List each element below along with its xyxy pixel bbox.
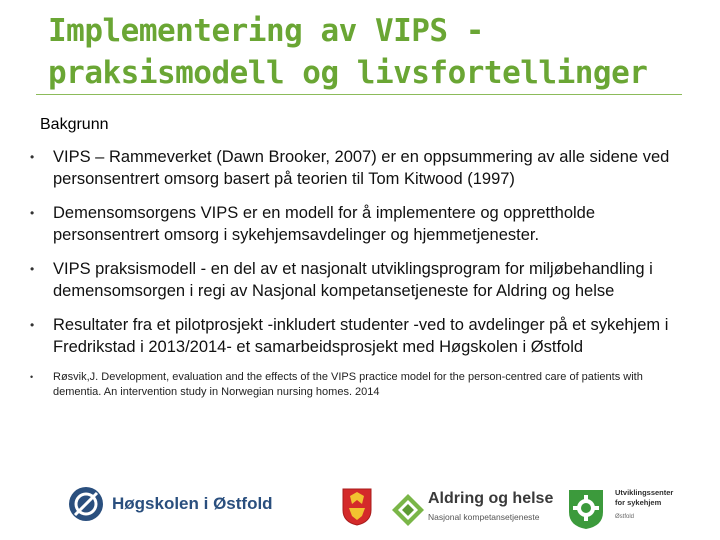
coat-of-arms bbox=[342, 488, 372, 526]
bullet-marker: • bbox=[30, 372, 34, 382]
utviklingssenter-line-2: for sykehjem bbox=[615, 498, 662, 507]
bullet-text: VIPS – Rammeverket (Dawn Brooker, 2007) er en oppsummering av alle sidene ved personsentrert omsorg basert på teorien til Tom Kitwood (1997) bbox=[53, 148, 670, 188]
logo-strip bbox=[0, 478, 720, 540]
bullet-text: Resultater fra et pilotprosjekt -inkludert studenter -ved to avdelinger på et sykehjem i Fredrikstad i 2013/2014- et samarbeidsprosjekt med Høgskolen i Østfold bbox=[53, 316, 669, 356]
aldring-og-helse-title: Aldring og helse bbox=[428, 490, 554, 507]
utviklingssenter-line-1: Utviklingssenter bbox=[615, 488, 674, 497]
bullet-text: Demensomsorgens VIPS er en modell for å implementere og opprettholde personsentrert omsorg i sykehjemsavdelinger og hjemmetjenester. bbox=[53, 204, 596, 244]
slide-title bbox=[48, 10, 698, 94]
bullet-marker: • bbox=[30, 318, 35, 332]
bullet-marker: • bbox=[30, 206, 35, 220]
slide-title-line-2: praksismodell og livsfortellinger bbox=[48, 55, 648, 91]
slide-title-line-1: Implementering av VIPS - bbox=[48, 13, 484, 49]
hiof-logo-text: Høgskolen i Østfold bbox=[112, 494, 273, 513]
reference-text: Røsvik,J. Development, evaluation and the effects of the VIPS practice model for the person-centred care of patients with dementia. An intervention study in Norwegian nursing homes. 2014 bbox=[53, 371, 643, 398]
bullet-item bbox=[30, 258, 670, 302]
utviklingssenter-line-3: Østfold bbox=[615, 514, 635, 520]
bullet-item bbox=[30, 314, 670, 358]
section-heading: Bakgrunn bbox=[40, 116, 109, 133]
coat-of-arms-icon bbox=[342, 488, 372, 526]
bullet-item bbox=[30, 146, 670, 190]
reference-item bbox=[30, 370, 670, 400]
aldring-og-helse-logo-icon bbox=[390, 492, 426, 528]
utviklingssenter-logo-icon bbox=[565, 486, 607, 530]
aldring-og-helse-subtitle: Nasjonal kompetansetjeneste bbox=[428, 512, 540, 522]
bullet-item bbox=[30, 202, 670, 246]
hiof-logo-icon bbox=[68, 486, 104, 522]
bullet-list bbox=[30, 146, 670, 412]
bullet-marker: • bbox=[30, 150, 35, 164]
bullet-text: VIPS praksismodell - en del av et nasjonalt utviklingsprogram for miljøbehandling i demensomsorgen i regi av Nasjonal kompetansetjeneste for Aldring og helse bbox=[53, 260, 653, 300]
bullet-marker: • bbox=[30, 262, 35, 276]
title-divider bbox=[36, 94, 682, 95]
